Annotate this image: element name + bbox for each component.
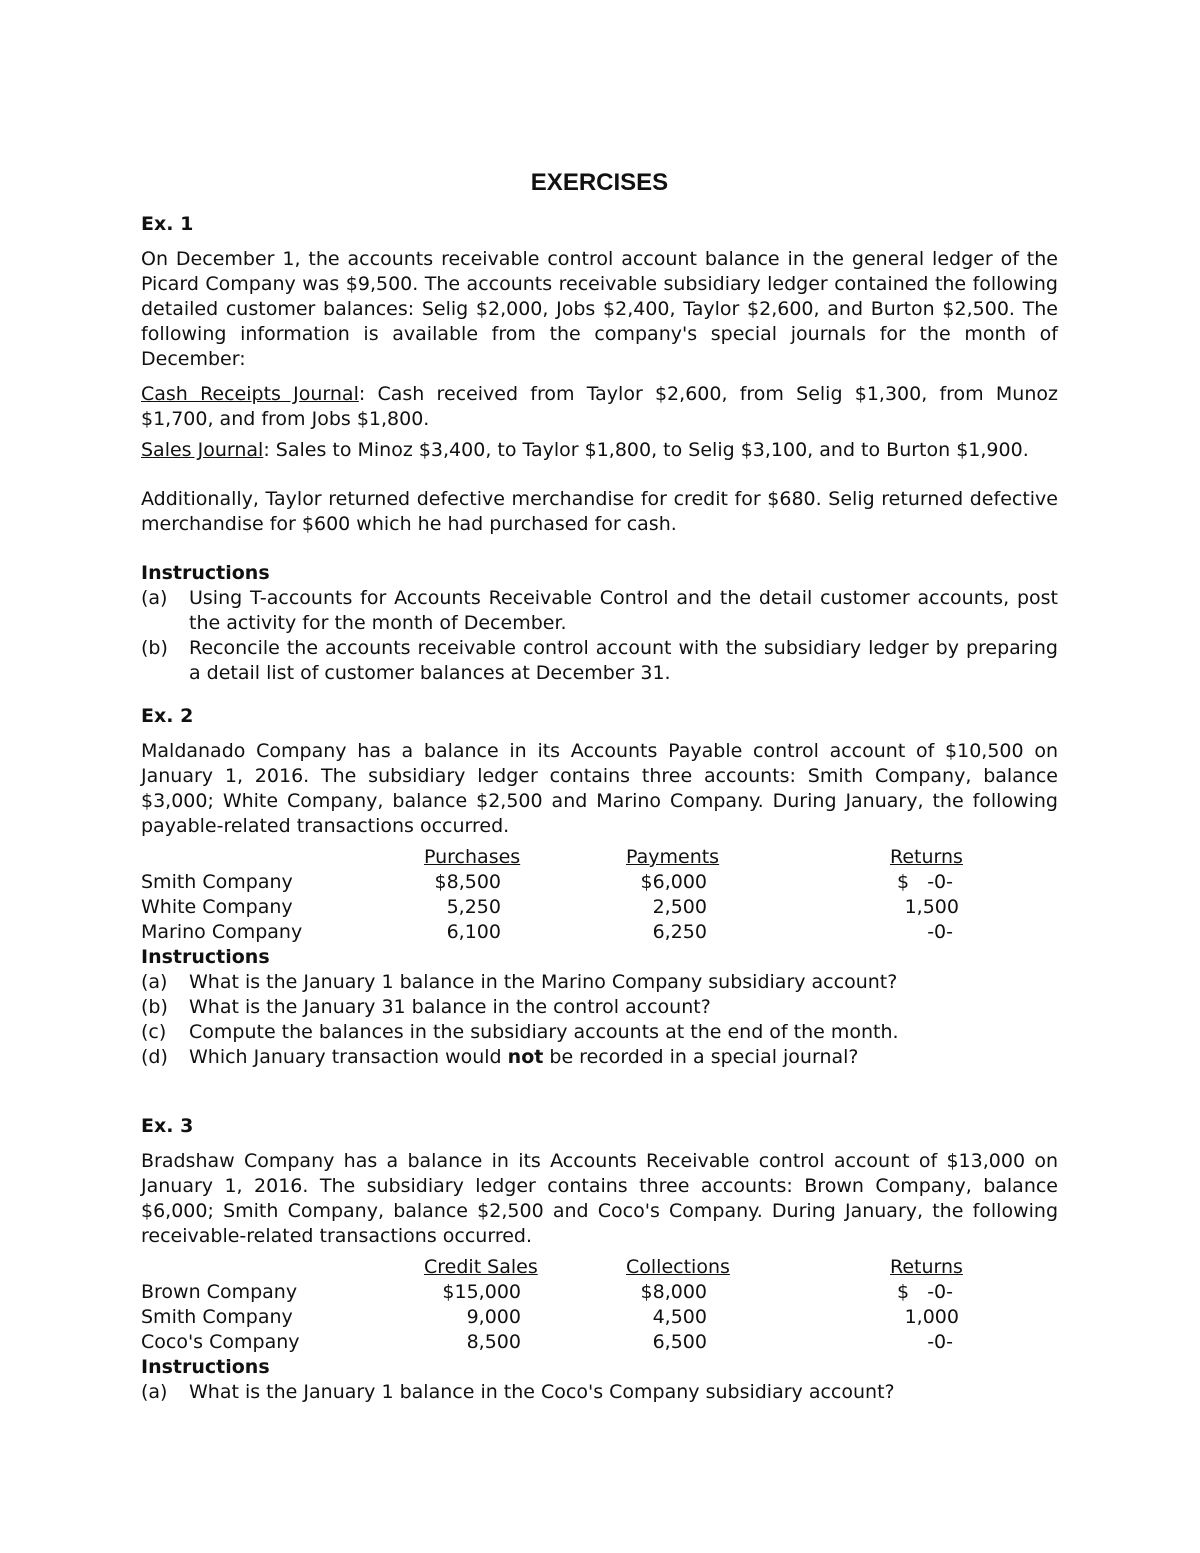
instruction-item: [141, 995, 1058, 1020]
instruction-text: [189, 1045, 1058, 1070]
returns-value: $ -0-: [896, 1281, 953, 1303]
instruction-item: [141, 636, 1058, 686]
instruction-letter: (b): [141, 996, 168, 1018]
purchases-value: 5,250: [446, 896, 501, 918]
instruction-text: What is the January 1 balance in the Coco's Company subsidiary account?: [189, 1381, 895, 1403]
instruction-item: [141, 1380, 1058, 1405]
payables-table: [141, 845, 1058, 945]
instruction-text: Compute the balances in the subsidiary accounts at the end of the month.: [189, 1021, 899, 1043]
instruction-item: [141, 970, 1058, 995]
column-header: Purchases: [424, 846, 521, 868]
receivables-table: [141, 1255, 1058, 1355]
exercise-3-heading: Ex. 3: [141, 1115, 194, 1137]
returns-value: 1,000: [904, 1306, 959, 1328]
exercise-1-heading: Ex. 1: [141, 213, 194, 235]
table-row: [141, 920, 1058, 945]
payments-value: $6,000: [640, 871, 707, 893]
row-label: Coco's Company: [141, 1331, 300, 1353]
exercise-1-additional: Additionally, Taylor returned defective merchandise for credit for $680. Selig returned defective merchandise for $600 which he had purchased for cash.: [141, 488, 1058, 535]
table-row: [141, 1330, 1058, 1355]
table-row: [141, 895, 1058, 920]
sales-journal-text: : Sales to Minoz $3,400, to Taylor $1,800, to Selig $3,100, and to Burton $1,900.: [263, 439, 1029, 461]
table-header-row: [141, 845, 1058, 870]
returns-value: -0-: [927, 921, 953, 943]
column-header: Credit Sales: [424, 1256, 538, 1278]
purchases-value: $8,500: [434, 871, 501, 893]
instruction-letter: (a): [141, 971, 168, 993]
table-row: [141, 1305, 1058, 1330]
column-header: Returns: [890, 846, 963, 868]
collections-value: $8,000: [640, 1281, 707, 1303]
instruction-item: [141, 1020, 1058, 1045]
instruction-letter: (c): [141, 1021, 167, 1043]
document-page: [141, 160, 1058, 1405]
instruction-letter: (d): [141, 1046, 168, 1068]
exercise-3-instructions-label: Instructions: [141, 1356, 270, 1378]
instruction-text: Using T-accounts for Accounts Receivable Control and the detail customer accounts, post the activity for the month of December.: [189, 587, 1058, 634]
credit-sales-value: 8,500: [466, 1331, 521, 1353]
instruction-item: [141, 586, 1058, 636]
exercise-2-instructions-label: Instructions: [141, 946, 270, 968]
returns-value: -0-: [927, 1331, 953, 1353]
instruction-letter: (a): [141, 587, 168, 609]
credit-sales-value: $15,000: [442, 1281, 521, 1303]
payments-value: 6,250: [652, 921, 707, 943]
instruction-text: Reconcile the accounts receivable control account with the subsidiary ledger by preparing a detail list of customer balances at December 31.: [189, 637, 1058, 684]
instruction-letter: (b): [141, 637, 168, 659]
sales-journal-paragraph: [141, 438, 1058, 463]
collections-value: 4,500: [652, 1306, 707, 1328]
page-title: EXERCISES: [530, 169, 669, 196]
instruction-item: [141, 1045, 1058, 1070]
exercise-2-heading: Ex. 2: [141, 705, 194, 727]
row-label: White Company: [141, 896, 293, 918]
row-label: Smith Company: [141, 871, 293, 893]
instruction-text-bold: not: [507, 1046, 544, 1068]
exercise-3-intro: Bradshaw Company has a balance in its Accounts Receivable control account of $13,000 on January 1, 2016. The subsidiary ledger contains three accounts: Brown Company, balance $6,000; Smith Company, balance $2,500 and Coco's Company. During January, the following receivable-related transactions occurred.: [141, 1150, 1058, 1247]
exercise-1-intro: On December 1, the accounts receivable control account balance in the general ledger of the Picard Company was $9,500. The accounts receivable subsidiary ledger contained the following detailed customer balances: Selig $2,000, Jobs $2,400, Taylor $2,600, and Burton $2,500. The following information is available from the company's special journals for the month of December:: [141, 248, 1058, 370]
exercise-1-instructions-label: Instructions: [141, 562, 270, 584]
cash-receipts-label: Cash Receipts Journal: [141, 383, 359, 405]
instruction-text: What is the January 1 balance in the Marino Company subsidiary account?: [189, 971, 898, 993]
instruction-text-pre: Which January transaction would: [189, 1046, 508, 1068]
column-header: Collections: [626, 1256, 730, 1278]
column-header: Returns: [890, 1256, 963, 1278]
table-header-row: [141, 1255, 1058, 1280]
returns-value: $ -0-: [896, 871, 953, 893]
row-label: Smith Company: [141, 1306, 293, 1328]
table-row: [141, 870, 1058, 895]
sales-journal-label: Sales Journal: [141, 439, 264, 461]
returns-value: 1,500: [904, 896, 959, 918]
instruction-text: What is the January 31 balance in the control account?: [189, 996, 711, 1018]
collections-value: 6,500: [652, 1331, 707, 1353]
cash-receipts-text: : Cash received from Taylor $2,600, from Selig $1,300, from Munoz $1,700, and from Jobs $1,800.: [141, 383, 1058, 430]
payments-value: 2,500: [652, 896, 707, 918]
credit-sales-value: 9,000: [466, 1306, 521, 1328]
exercise-2-intro: Maldanado Company has a balance in its Accounts Payable control account of $10,500 on January 1, 2016. The subsidiary ledger contains three accounts: Smith Company, balance $3,000; White Company, balance $2,500 and Marino Company. During January, the following payable-related transactions occurred.: [141, 740, 1058, 837]
instruction-letter: (a): [141, 1381, 168, 1403]
purchases-value: 6,100: [446, 921, 501, 943]
row-label: Brown Company: [141, 1281, 298, 1303]
instruction-text-post: be recorded in a special journal?: [543, 1046, 859, 1068]
column-header: Payments: [626, 846, 720, 868]
table-row: [141, 1280, 1058, 1305]
row-label: Marino Company: [141, 921, 303, 943]
cash-receipts-paragraph: [141, 382, 1058, 432]
